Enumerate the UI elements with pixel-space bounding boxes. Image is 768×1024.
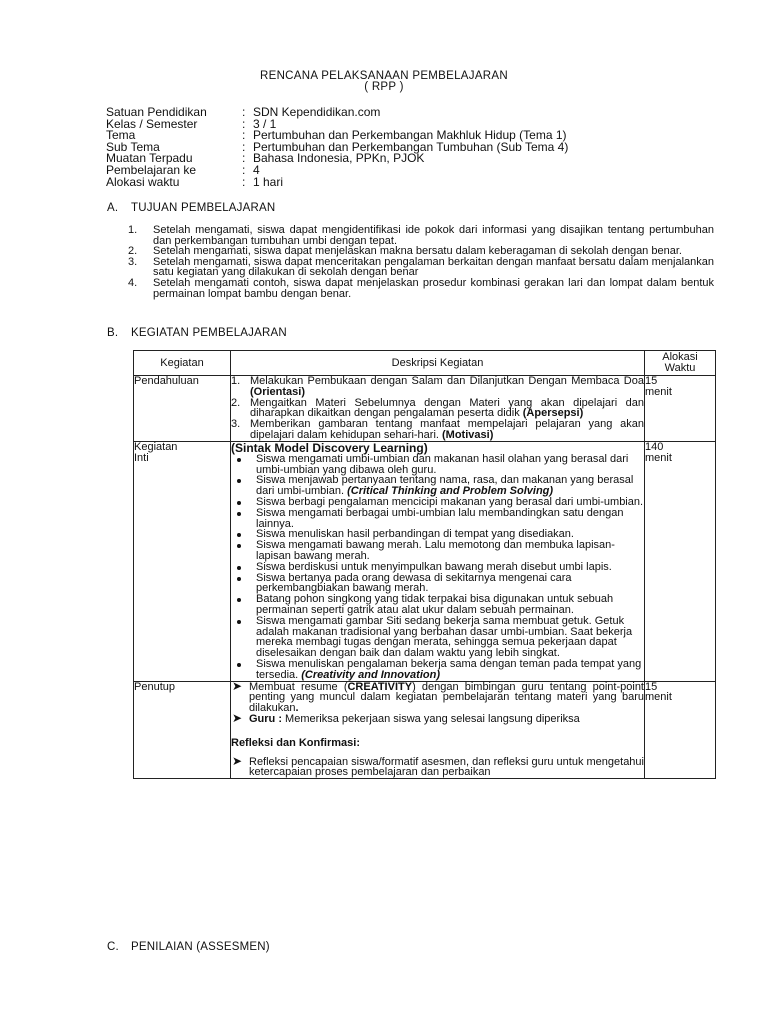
identity-value: Pertumbuhan dan Perkembangan Makhluk Hidup (Tema 1) — [253, 128, 567, 143]
identity-label: Tema — [106, 128, 136, 143]
activity-time — [645, 441, 716, 681]
activities-table — [133, 350, 716, 779]
step-label: (Motivasi) — [442, 428, 494, 441]
arrow-bold: Guru : — [249, 712, 282, 725]
step-number: 1. — [231, 375, 241, 387]
step-label: (Apersepsi) — [522, 407, 584, 420]
activity-time — [645, 681, 716, 779]
header-alokasi-line1: Alokasi — [662, 351, 698, 364]
identity-label: Kelas / Semester — [106, 116, 198, 131]
identity-value: Bahasa Indonesia, PPKn, PJOK — [253, 151, 425, 166]
arrow-item — [231, 678, 644, 715]
identity-label: Sub Tema — [106, 139, 160, 154]
objective-number: 3. — [128, 255, 138, 268]
identity-colon: : — [242, 151, 246, 166]
step-number: 3. — [231, 418, 241, 431]
table-row-inti — [134, 441, 716, 681]
time-value: 140 — [645, 440, 664, 453]
header-kegiatan: Kegiatan — [134, 351, 231, 376]
bullet-text: Siswa menuliskan pengalaman bekerja sama dengan teman pada tempat yang tersedia. — [256, 657, 642, 681]
activity-step — [231, 398, 644, 420]
time-value: 15 — [645, 375, 658, 387]
objective-number: 2. — [128, 245, 138, 258]
objective-item — [128, 257, 714, 278]
activity-name-line1: Kegiatan — [134, 440, 178, 453]
bullet-text: Siswa menuliskan hasil perbandingan di tempat yang disediakan. — [256, 528, 574, 541]
identity-colon: : — [242, 162, 246, 177]
activity-description — [231, 678, 645, 779]
identity-colon: : — [242, 128, 246, 143]
section-c-heading — [107, 941, 270, 953]
arrow-item — [231, 753, 644, 779]
bullet-item — [231, 594, 644, 616]
bullet-item — [231, 540, 644, 562]
header-alokasi — [645, 351, 716, 376]
table-row-pendahuluan — [134, 376, 716, 442]
arrow-bullet-icon: ➤ — [232, 753, 243, 768]
bullet-item — [231, 659, 644, 681]
identity-value: Pertumbuhan dan Perkembangan Tumbuhan (Sub Tema 4) — [253, 139, 569, 154]
section-title: PENILAIAN (ASSESMEN) — [131, 941, 270, 953]
header-alokasi-line2: Waktu — [664, 362, 696, 374]
table-row-penutup — [134, 681, 716, 779]
bullet-skill-label: (Creativity and Innovation) — [301, 668, 440, 681]
bullet-item — [231, 508, 644, 530]
step-text: Melakukan Pembukaan dengan Salam dan Dilanjutkan Dengan Membaca Doa — [250, 375, 644, 387]
arrow-text: Membuat resume ( — [249, 680, 348, 693]
identity-value: SDN Kependidikan.com — [253, 105, 381, 119]
model-heading: (Sintak Model Discovery Learning) — [231, 440, 428, 455]
bullet-text: Siswa mengamati umbi-umbian dan makanan hasil olahan yang berasal dari umbi-umbian yang dibawa oleh guru. — [256, 452, 629, 476]
bullet-text: Siswa bertanya pada orang dewasa di sekitarnya mengenai cara perkembangbiakan bawang merah. — [256, 571, 572, 595]
identity-colon: : — [242, 116, 246, 131]
arrow-bullet-icon: ➤ — [232, 678, 243, 693]
activity-description — [231, 441, 645, 681]
table-header-row — [134, 351, 716, 376]
objective-number: 4. — [128, 276, 138, 289]
section-b-heading — [107, 327, 287, 339]
bullet-text: Siswa mengamati bawang merah. Lalu memotong dan membuka lapisan-lapisan bawang merah. — [256, 539, 615, 562]
step-text: Mengaitkan Materi Sebelumnya dengan Materi yang akan dipelajari dan diharapkan dikaitkan dengan pengalaman peserta didik — [250, 396, 644, 420]
identity-label: Satuan Pendidikan — [106, 105, 207, 119]
bullet-text: Siswa mengamati gambar Siti sedang bekerja sama membuat getuk. Getuk adalah makanan tradisional yang berbahan dasar umbi-umbian. Saat bekerja mereka membagi tugas dengan merata, sehingga semua pekerjaan dapat diselesaikan dengan baik dan dalam waktu yang lebih singkat. — [256, 614, 633, 660]
header-deskripsi: Deskripsi Kegiatan — [231, 351, 645, 376]
identity-label: Muatan Terpadu — [106, 151, 193, 166]
bullet-text: Batang pohon singkong yang tidak terpakai bisa digunakan untuk sebuah permainan seperti gatrik atau alat ukur dalam sebuah permainan. — [256, 593, 614, 616]
arrow-bold: . — [295, 702, 299, 715]
activity-name: Pendahuluan — [134, 376, 231, 442]
objective-text: Setelah mengamati, siswa dapat menjelaskan makna bersatu dalam keberagaman di sekolah dengan benar. — [153, 245, 682, 258]
arrow-bold: CREATIVITY — [347, 680, 413, 693]
bullet-text: Siswa mengamati berbagai umbi-umbian lalu membandingkan satu dengan lainnya. — [256, 506, 624, 530]
identity-colon: : — [242, 174, 246, 189]
bullet-item — [231, 454, 644, 476]
identity-label: Pembelajaran ke — [106, 162, 197, 177]
section-letter: A. — [107, 202, 119, 214]
activity-step — [231, 376, 644, 398]
time-unit: menit — [645, 691, 672, 704]
time-unit: menit — [645, 385, 672, 398]
learning-objectives-list — [128, 225, 714, 299]
section-a-heading — [107, 202, 275, 214]
objective-text: Setelah mengamati, siswa dapat mengidentifikasi ide pokok dari informasi yang disajikan tentang pertumbuhan dan perkembangan tumbuhan umbi dengan tepat. — [153, 224, 714, 247]
section-letter: C. — [107, 941, 119, 953]
bullet-text: Siswa menjawab pertanyaan tentang nama, rasa, dan makanan yang berasal dari umbi-umbian. — [256, 474, 634, 498]
identity-colon: : — [242, 105, 246, 119]
identity-value: 4 — [253, 162, 260, 177]
refleksi-heading: Refleksi dan Konfirmasi: — [231, 736, 360, 749]
activity-time — [645, 376, 716, 442]
activity-name — [134, 441, 231, 681]
objective-number: 1. — [128, 224, 138, 236]
time-unit: menit — [645, 451, 672, 464]
bullet-text: Siswa berdiskusi untuk menyimpulkan bawang merah disebut umbi lapis. — [256, 560, 612, 573]
objective-text: Setelah mengamati, siswa dapat menceritakan pengalaman berkaitan dengan manfaat bersatu dalam menjalankan satu kegiatan yang dilakukan di sekolah dengan benar — [153, 255, 714, 279]
activity-name: Penutup — [134, 681, 231, 779]
objective-item — [128, 225, 714, 246]
bullet-text: Siswa berbagi pengalaman mencicipi makanan yang berasal dari umbi-umbian. — [256, 495, 644, 508]
bullet-skill-label: (Critical Thinking and Problem Solving) — [347, 485, 554, 498]
arrow-text: Memeriksa pekerjaan siswa yang selesai langsung diperiksa — [282, 712, 580, 725]
document-subtitle: ( RPP ) — [364, 81, 404, 93]
identity-label: Alokasi waktu — [106, 174, 180, 189]
bullet-item — [231, 573, 644, 595]
section-title: KEGIATAN PEMBELAJARAN — [131, 327, 287, 339]
identity-value: 3 / 1 — [253, 116, 277, 131]
activity-step — [231, 419, 644, 441]
step-number: 2. — [231, 396, 241, 409]
activity-name-line2: Inti — [134, 451, 149, 464]
objective-item — [128, 278, 714, 299]
arrow-text: ) dengan bimbingan guru tentang point-point penting yang muncul dalam kegiatan pembelajaran tentang materi yang baru dilakukan — [249, 680, 644, 715]
objective-text: Setelah mengamati contoh, siswa dapat menjelaskan prosedur kombinasi gerakan lari dan lompat dalam bentuk permainan lompat bambu dengan benar. — [153, 276, 714, 300]
document-title: RENCANA PELAKSANAAN PEMBELAJARAN — [260, 70, 508, 82]
section-letter: B. — [107, 327, 119, 339]
arrow-bullet-icon: ➤ — [232, 710, 243, 725]
section-title: TUJUAN PEMBELAJARAN — [131, 202, 276, 214]
step-text: Memberikan gambaran tentang manfaat mempelajari pelajaran yang akan dipelajari dalam kehidupan sehari-hari. — [250, 418, 644, 441]
identity-value: 1 hari — [253, 174, 284, 189]
arrow-item — [231, 710, 644, 725]
bullet-item — [231, 475, 644, 497]
identity-colon: : — [242, 139, 246, 154]
activity-description — [231, 376, 645, 442]
time-value: 15 — [645, 680, 658, 693]
step-label: (Orientasi) — [250, 385, 306, 398]
bullet-item — [231, 616, 644, 659]
arrow-text: Refleksi pencapaian siswa/formatif asesmen, dan refleksi guru untuk mengetahui ketercapaian proses pembelajaran dan perbaikan — [249, 755, 644, 779]
